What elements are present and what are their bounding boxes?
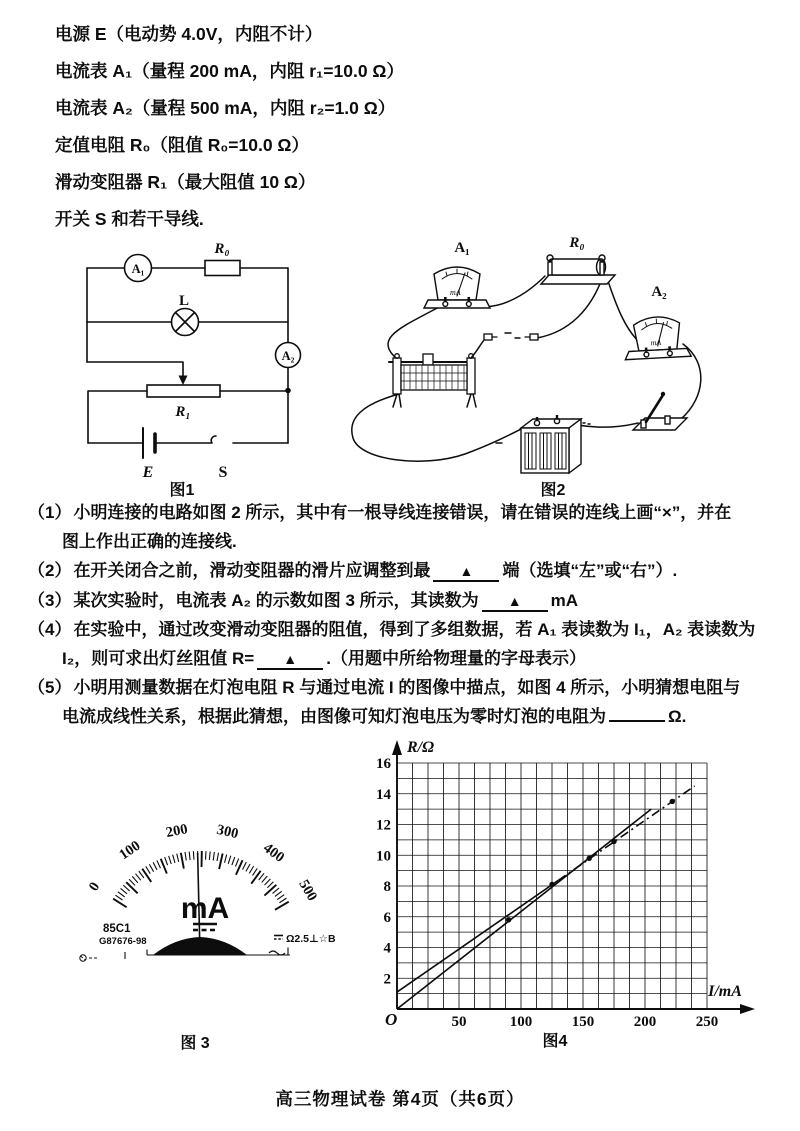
meter-minor-tick bbox=[132, 876, 138, 882]
meter-minor-tick bbox=[265, 879, 271, 885]
position-symbol bbox=[269, 951, 285, 955]
y-tick-label: 2 bbox=[383, 971, 391, 988]
equipment-item-switch: 开关 S 和若干导线. bbox=[55, 209, 204, 229]
x-tick-label: 50 bbox=[451, 1014, 467, 1030]
meter-scale-label: 500 bbox=[295, 877, 321, 904]
best-fit-line-lower bbox=[397, 880, 558, 992]
question-4-number: （4） bbox=[28, 620, 72, 639]
equipment-item-power: 电源 E（电动势 4.0V，内阻不计） bbox=[55, 24, 323, 44]
question-5-number: （5） bbox=[28, 678, 72, 697]
question-3 bbox=[28, 589, 578, 613]
meter-major-tick bbox=[126, 882, 137, 893]
data-point bbox=[549, 882, 554, 887]
rheostat-device bbox=[389, 354, 476, 407]
y-axis-title: R/Ω bbox=[407, 739, 435, 756]
data-point bbox=[587, 856, 592, 861]
x-tick-label: 200 bbox=[633, 1014, 657, 1030]
question-5-text: 小明用测量数据在灯泡电阻 R 与通过电流 I 的图像中描点，如图 4 所示，小明猜想电阻与 bbox=[73, 678, 741, 697]
meter-class-marks: Ω2.5⊥☆B bbox=[286, 933, 336, 945]
meter-minor-tick bbox=[139, 871, 144, 878]
meter-scale-label: 200 bbox=[164, 821, 189, 842]
meter-minor-tick bbox=[249, 866, 253, 873]
resistor-r0-symbol bbox=[205, 261, 240, 276]
question-5-line-1 bbox=[28, 676, 740, 700]
question-3-text-post: mA bbox=[550, 591, 579, 610]
x-tick-label: 150 bbox=[571, 1014, 595, 1030]
meter-major-tick bbox=[113, 899, 126, 908]
ammeter2-photo-label: A₂ bbox=[651, 284, 667, 300]
y-tick-label: 4 bbox=[383, 940, 391, 957]
meter-unit-label: mA bbox=[180, 892, 230, 925]
class-dc-symbol bbox=[274, 936, 283, 940]
meter-minor-tick bbox=[165, 857, 168, 865]
meter-minor-tick bbox=[115, 895, 122, 900]
data-point bbox=[506, 917, 511, 922]
origin-label: O bbox=[385, 1010, 398, 1029]
lamp-label: L bbox=[178, 293, 190, 309]
meter-minor-tick bbox=[259, 873, 264, 880]
meter-minor-tick bbox=[253, 868, 258, 875]
question-2-text-post: 端（选填“左”或“右”）. bbox=[502, 561, 678, 580]
meter-minor-tick bbox=[153, 862, 157, 870]
question-1-line-1 bbox=[28, 501, 731, 525]
y-tick-label: 6 bbox=[383, 909, 391, 926]
x-axis-arrow bbox=[740, 1004, 755, 1014]
resistor-r0-label: R₀ bbox=[214, 241, 230, 257]
zero-adjust-screw bbox=[80, 955, 97, 961]
ammeter2-device bbox=[623, 315, 691, 359]
meter-minor-tick bbox=[118, 892, 125, 897]
meter-scale-label: 300 bbox=[215, 821, 240, 843]
question-5-text-cont: 电流成线性关系，根据此猜想，由图像可知灯泡电压为零时灯泡的电阻为 bbox=[62, 707, 606, 726]
y-tick-label: 16 bbox=[376, 756, 391, 772]
meter-minor-tick bbox=[169, 856, 172, 864]
meter-minor-tick bbox=[262, 876, 268, 882]
switch-symbol bbox=[211, 436, 216, 443]
meter-minor-tick bbox=[209, 852, 210, 860]
meter-minor-tick bbox=[185, 852, 186, 860]
answer-blank-q4: ▲ bbox=[257, 651, 323, 670]
question-2 bbox=[28, 559, 677, 583]
question-2-text: 在开关闭合之前，滑动变阻器的滑片应调整到最 bbox=[73, 561, 431, 580]
meter-dome bbox=[153, 937, 247, 955]
meter-scale-label: 400 bbox=[260, 840, 288, 866]
switch-label: S bbox=[218, 464, 228, 481]
meter-minor-tick bbox=[129, 879, 135, 885]
svg-text:mA: mA bbox=[450, 288, 461, 297]
meter-minor-tick bbox=[275, 891, 282, 896]
meter-minor-tick bbox=[135, 874, 140, 881]
meter-minor-tick bbox=[217, 853, 219, 861]
meter-minor-tick bbox=[246, 864, 250, 871]
meter-minor-tick bbox=[277, 895, 284, 900]
ammeter1-device bbox=[424, 267, 490, 308]
axes bbox=[392, 740, 755, 1014]
question-4-text-cont: I₂，则可求出灯丝阻值 R= bbox=[62, 649, 255, 668]
y-tick-label: 8 bbox=[383, 879, 391, 895]
figure4-caption: 图4 bbox=[542, 1033, 568, 1050]
question-2-number: （2） bbox=[28, 561, 72, 580]
meter-minor-tick bbox=[243, 862, 247, 870]
meter-minor-tick bbox=[121, 888, 128, 893]
meter-scale-label: 0 bbox=[85, 879, 104, 895]
ammeter-figure bbox=[55, 812, 365, 1017]
meter-major-tick bbox=[142, 869, 151, 882]
question-4-text-post: .（用题中所给物理量的字母表示） bbox=[326, 649, 586, 668]
rheostat-symbol bbox=[147, 385, 220, 397]
meter-minor-tick bbox=[273, 888, 280, 893]
y-axis-arrow bbox=[392, 740, 402, 755]
meter-model-label: 85C1 bbox=[103, 923, 131, 935]
meter-major-tick bbox=[251, 871, 260, 884]
dc-symbol bbox=[193, 924, 217, 930]
meter-minor-tick bbox=[157, 860, 161, 868]
wiper-arrow bbox=[179, 376, 188, 386]
meter-minor-tick bbox=[193, 851, 194, 859]
meter-minor-tick bbox=[146, 866, 150, 873]
meter-minor-tick bbox=[267, 882, 273, 888]
question-1-text: 小明连接的电路如图 2 所示，其中有一根导线连接错误，请在错误的连线上画“×”，并在 bbox=[73, 503, 732, 522]
rheostat-label: R₁ bbox=[175, 404, 191, 420]
question-4-line-2 bbox=[28, 647, 586, 671]
answer-blank-q5 bbox=[609, 719, 665, 722]
question-3-number: （3） bbox=[28, 591, 72, 610]
loose-plug-left bbox=[484, 334, 497, 340]
equipment-item-resistor: 定值电阻 R₀（阻值 R₀=10.0 Ω） bbox=[55, 135, 309, 155]
question-5-text-post: Ω. bbox=[668, 707, 687, 726]
meter-minor-tick bbox=[173, 855, 175, 863]
y-tick-label: 14 bbox=[376, 786, 391, 803]
battery-label: E bbox=[142, 464, 154, 481]
meter-minor-tick bbox=[149, 864, 153, 871]
question-1-text-cont: 图上作出正确的连接线. bbox=[62, 532, 237, 551]
meter-minor-tick bbox=[177, 854, 179, 862]
figure3-caption: 图 3 bbox=[180, 1035, 210, 1052]
data-point bbox=[670, 799, 675, 804]
equipment-item-ammeter2: 电流表 A₂（量程 500 mA，内阻 r₂=1.0 Ω） bbox=[55, 98, 396, 118]
circuit-diagram-figure bbox=[55, 232, 305, 482]
equipment-item-ammeter1: 电流表 A₁（量程 200 mA，内阻 r₁=10.0 Ω） bbox=[55, 61, 404, 81]
equipment-list bbox=[55, 16, 404, 238]
meter-major-tick bbox=[264, 885, 276, 896]
data-point bbox=[611, 839, 616, 844]
figure2-caption: 图2 bbox=[540, 482, 566, 499]
meter-minor-tick bbox=[189, 852, 190, 860]
answer-blank-q2: ▲ bbox=[433, 563, 499, 582]
junction-dot bbox=[285, 388, 291, 394]
svg-text:mA: mA bbox=[650, 337, 662, 348]
x-tick-label: 100 bbox=[509, 1014, 533, 1030]
ammeter1-photo-label: A₁ bbox=[454, 240, 470, 256]
question-1-number: （1） bbox=[28, 503, 72, 522]
switch-device bbox=[633, 392, 687, 430]
question-5-line-2 bbox=[28, 705, 686, 729]
meter-minor-tick bbox=[232, 857, 235, 865]
apparatus-photo-figure bbox=[345, 232, 780, 482]
figure1-caption: 图1 bbox=[169, 482, 195, 499]
meter-minor-tick bbox=[225, 855, 227, 863]
question-4-line-1 bbox=[28, 618, 755, 642]
ammeter2-label: A₂ bbox=[281, 349, 295, 363]
question-3-text: 某次实验时，电流表 A₂ 的示数如图 3 所示，其读数为 bbox=[73, 591, 479, 610]
y-tick-label: 10 bbox=[376, 848, 391, 865]
meter-minor-tick bbox=[235, 859, 238, 867]
page-footer: 高三物理试卷 第4页（共6页） bbox=[275, 1089, 525, 1109]
x-axis-title: I/mA bbox=[708, 983, 742, 1000]
meter-serial-label: G87676-98 bbox=[99, 936, 147, 947]
loose-plug-right bbox=[525, 334, 538, 340]
meter-major-tick bbox=[181, 853, 184, 869]
answer-blank-q3: ▲ bbox=[482, 593, 548, 612]
resistor-r0-device bbox=[541, 255, 615, 284]
resistor-r0-photo-label: R₀ bbox=[569, 235, 585, 251]
meter-minor-tick bbox=[123, 885, 129, 891]
meter-major-tick bbox=[275, 902, 289, 910]
meter-major-tick bbox=[219, 854, 223, 870]
ammeter1-label: A₁ bbox=[131, 262, 145, 276]
meter-minor-tick bbox=[279, 898, 286, 903]
meter-scale-label: 100 bbox=[116, 837, 144, 864]
question-1-line-2 bbox=[28, 530, 237, 554]
meter-minor-tick bbox=[213, 852, 214, 860]
battery-device bbox=[521, 415, 581, 473]
y-tick-label: 12 bbox=[376, 817, 391, 834]
equipment-item-rheostat: 滑动变阻器 R₁（最大阻值 10 Ω） bbox=[55, 172, 316, 192]
x-tick-label: 250 bbox=[695, 1014, 719, 1030]
meter-minor-tick bbox=[228, 856, 231, 864]
question-4-text: 在实验中，通过改变滑动变阻器的阻值，得到了多组数据，若 A₁ 表读数为 I₁，A₂ 表读数为 bbox=[73, 620, 756, 639]
resistance-current-graph bbox=[375, 732, 780, 1032]
